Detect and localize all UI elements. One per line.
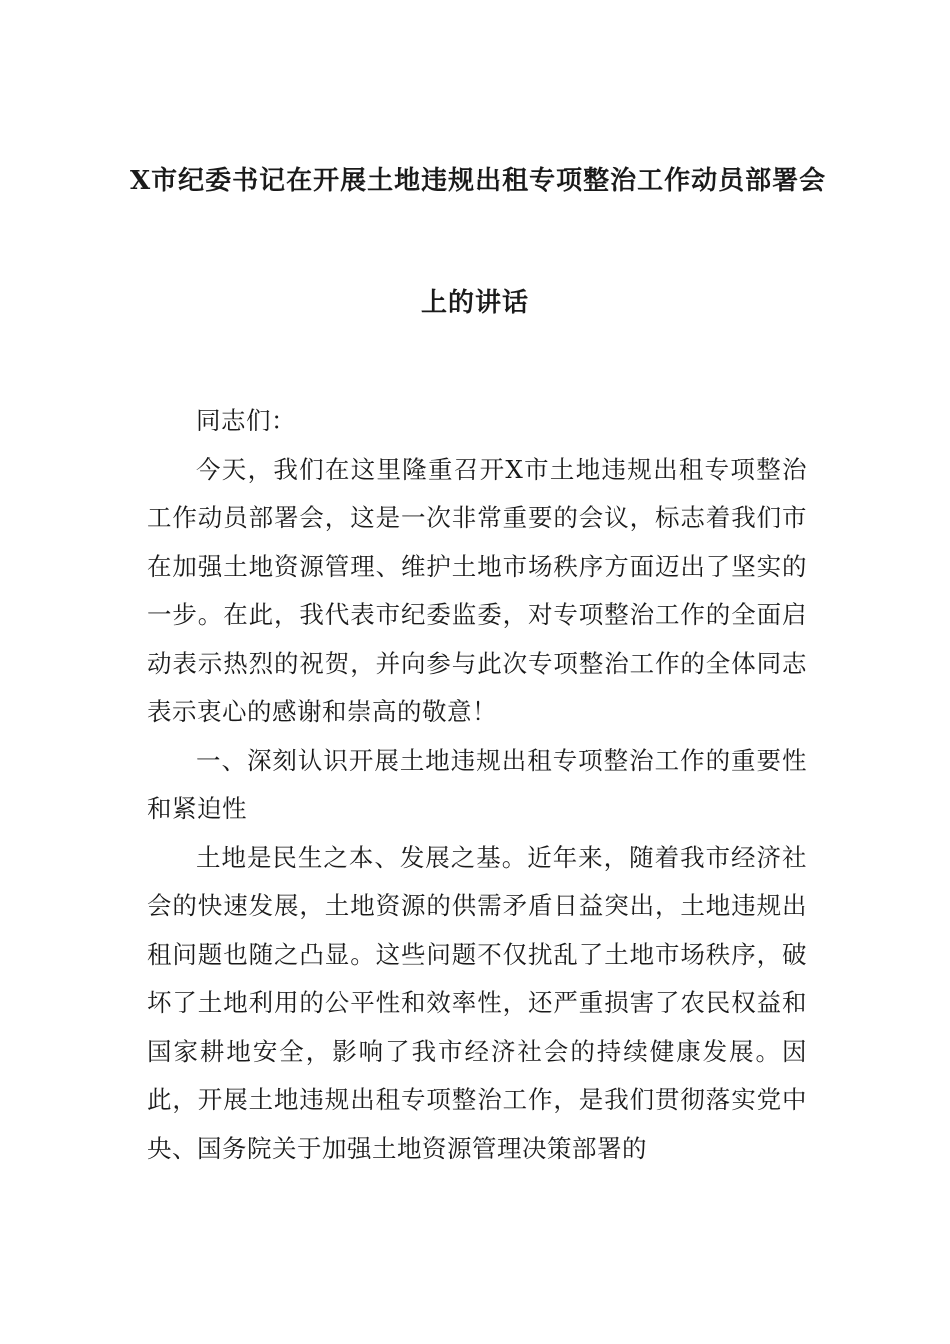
document-title-line-1: X市纪委书记在开展土地违规出租专项整治工作动员部署会 (130, 166, 827, 196)
document-body (147, 397, 807, 1173)
greeting: 同志们： (196, 406, 296, 435)
document-title-line-2: 上的讲话 (420, 288, 529, 318)
paragraph-opening: 今天，我们在这里隆重召开X市土地违规出租专项整治工作动员部署会，这是一次非常重要的会议，标志着我们市在加强土地资源管理、维护土地市场秩序方面迈出了坚实的一步。在此，我代表市纪委监委，对专项整治工作的全面启动表示热烈的祝贺，并向参与此次专项整治工作的全体同志表示衷心的感谢和崇高的敬意！ (147, 454, 807, 726)
section-heading-1: 一、深刻认识开展土地违规出租专项整治工作的重要性和紧迫性 (147, 745, 807, 823)
paragraph-section-1: 土地是民生之本、发展之基。近年来，随着我市经济社会的快速发展，土地资源的供需矛盾日益突出，土地违规出租问题也随之凸显。这些问题不仅扰乱了土地市场秩序，破坏了土地利用的公平性和效率性，还严重损害了农民权益和国家耕地安全，影响了我市经济社会的持续健康发展。因此，开展土地违规出租专项整治工作，是我们贯彻落实党中央、国务院关于加强土地资源管理决策部署的 (147, 842, 807, 1163)
